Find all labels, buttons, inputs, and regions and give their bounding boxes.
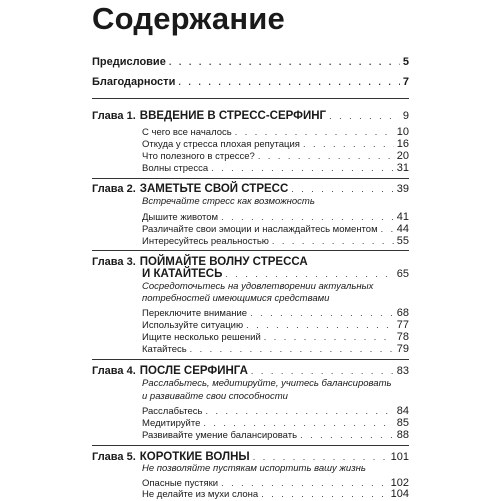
dot-leader (381, 223, 394, 235)
dot-leader (206, 405, 394, 417)
chapter-title: ВВЕДЕНИЕ В СТРЕСС-СЕРФИНГ (139, 110, 327, 122)
item-page: 88 (396, 429, 409, 441)
item-page: 55 (396, 235, 409, 247)
toc-chapter-3-cont[interactable] (92, 268, 409, 280)
item-page: 79 (396, 343, 409, 355)
dot-leader (272, 235, 394, 247)
item-page: 44 (396, 223, 409, 235)
dot-leader (250, 307, 394, 319)
dot-leader (190, 343, 394, 355)
item-label: Катайтесь (142, 344, 187, 355)
chapter-page: 83 (396, 365, 409, 377)
chapter-subtitle: Не позволяйте пустякам испортить вашу жизнь (142, 463, 366, 474)
item-label: Интересуйтесь реальностью (142, 236, 269, 247)
dot-leader (291, 183, 393, 195)
item-label: С чего все началось (142, 127, 232, 138)
dot-leader (303, 138, 394, 150)
chapter-subtitle: Расслабьтесь, медитируйте, учитесь балансировать (142, 378, 392, 389)
item-page: 77 (396, 319, 409, 331)
dot-leader (329, 110, 400, 122)
dot-leader (211, 162, 394, 174)
chapter-page: 65 (396, 268, 409, 280)
chapter-number: Глава 5. (92, 451, 136, 463)
item-label: Переключите внимание (142, 308, 248, 319)
item-page: 10 (396, 126, 409, 138)
dot-leader (246, 319, 394, 331)
toc-item[interactable] (142, 343, 409, 356)
chapter-title: ПОЙМАЙТЕ ВОЛНУ СТРЕССА (139, 256, 308, 268)
item-page: 68 (396, 307, 409, 319)
item-page: 31 (396, 162, 409, 174)
dot-leader (258, 150, 394, 162)
dot-leader (261, 488, 387, 500)
chapter-page: 9 (402, 110, 409, 122)
page-title: Содержание (92, 1, 285, 36)
toc-entry-acknowledgements[interactable] (92, 76, 409, 88)
dot-leader (221, 211, 394, 223)
dot-leader (225, 268, 393, 280)
section-divider (92, 98, 409, 99)
item-label: Дышите животом (142, 212, 219, 223)
item-page: 102 (390, 477, 409, 489)
item-page: 84 (396, 405, 409, 417)
chapter-subtitle: Встречайте стресс как возможность (142, 196, 315, 207)
chapter-subtitle: и развивайте свои способности (142, 391, 288, 402)
chapter-page: 101 (390, 451, 409, 463)
chapter-subtitle: потребностей имеющимися средствами (142, 293, 330, 304)
item-page: 20 (396, 150, 409, 162)
toc-item[interactable] (142, 429, 409, 442)
chapter-title: ПОСЛЕ СЕРФИНГА (139, 365, 248, 377)
toc-item[interactable] (142, 162, 409, 175)
entry-label: Благодарности (92, 76, 176, 88)
item-page: 85 (396, 417, 409, 429)
entry-label: Предисловие (92, 56, 166, 68)
dot-leader (264, 331, 394, 343)
dot-leader (178, 76, 400, 88)
item-label: Различайте свои эмоции и наслаждайтесь моментом (142, 224, 378, 235)
chapter-page: 39 (396, 183, 409, 195)
toc-item[interactable] (142, 235, 409, 248)
toc-chapter-5[interactable] (92, 451, 409, 463)
item-label: Не делайте из мухи слона (142, 489, 259, 500)
dot-leader (203, 417, 393, 429)
item-label: Используйте ситуацию (142, 320, 244, 331)
item-label: Ищите несколько решений (142, 332, 261, 343)
chapter-subtitle: Сосредоточьтесь на удовлетворении актуальных (142, 281, 374, 292)
section-divider (92, 178, 409, 179)
item-label: Развивайте умение балансировать (142, 430, 298, 441)
section-divider (92, 445, 409, 446)
toc-chapter-4[interactable] (92, 365, 409, 377)
item-page: 41 (396, 211, 409, 223)
toc-item[interactable] (142, 488, 409, 501)
dot-leader (300, 429, 394, 441)
item-label: Опасные пустяки (142, 478, 219, 489)
toc-chapter-1[interactable] (92, 110, 409, 122)
dot-leader (251, 365, 394, 377)
dot-leader (235, 126, 394, 138)
item-page: 104 (390, 488, 409, 500)
entry-page: 5 (402, 56, 409, 68)
section-divider (92, 250, 409, 251)
chapter-number: Глава 3. (92, 256, 136, 268)
dot-leader (169, 56, 400, 68)
item-label: Откуда у стресса плохая репутация (142, 139, 300, 150)
item-page: 78 (396, 331, 409, 343)
chapter-number: Глава 2. (92, 183, 136, 195)
item-label: Что полезного в стрессе? (142, 151, 255, 162)
section-divider (92, 359, 409, 360)
entry-page: 7 (402, 76, 409, 88)
chapter-title: ЗАМЕТЬТЕ СВОЙ СТРЕСС (139, 183, 289, 195)
dot-leader (253, 451, 388, 463)
item-page: 16 (396, 138, 409, 150)
toc-chapter-2[interactable] (92, 183, 409, 195)
item-label: Расслабьтесь (142, 406, 203, 417)
item-label: Медитируйте (142, 418, 201, 429)
chapter-number: Глава 4. (92, 365, 136, 377)
item-label: Волны стресса (142, 163, 209, 174)
chapter-title-continued: И КАТАЙТЕСЬ (142, 268, 223, 280)
chapter-number: Глава 1. (92, 110, 136, 122)
chapter-title: КОРОТКИЕ ВОЛНЫ (139, 451, 250, 463)
toc-entry-preface[interactable] (92, 56, 409, 68)
toc-chapter-3[interactable] (92, 256, 409, 268)
